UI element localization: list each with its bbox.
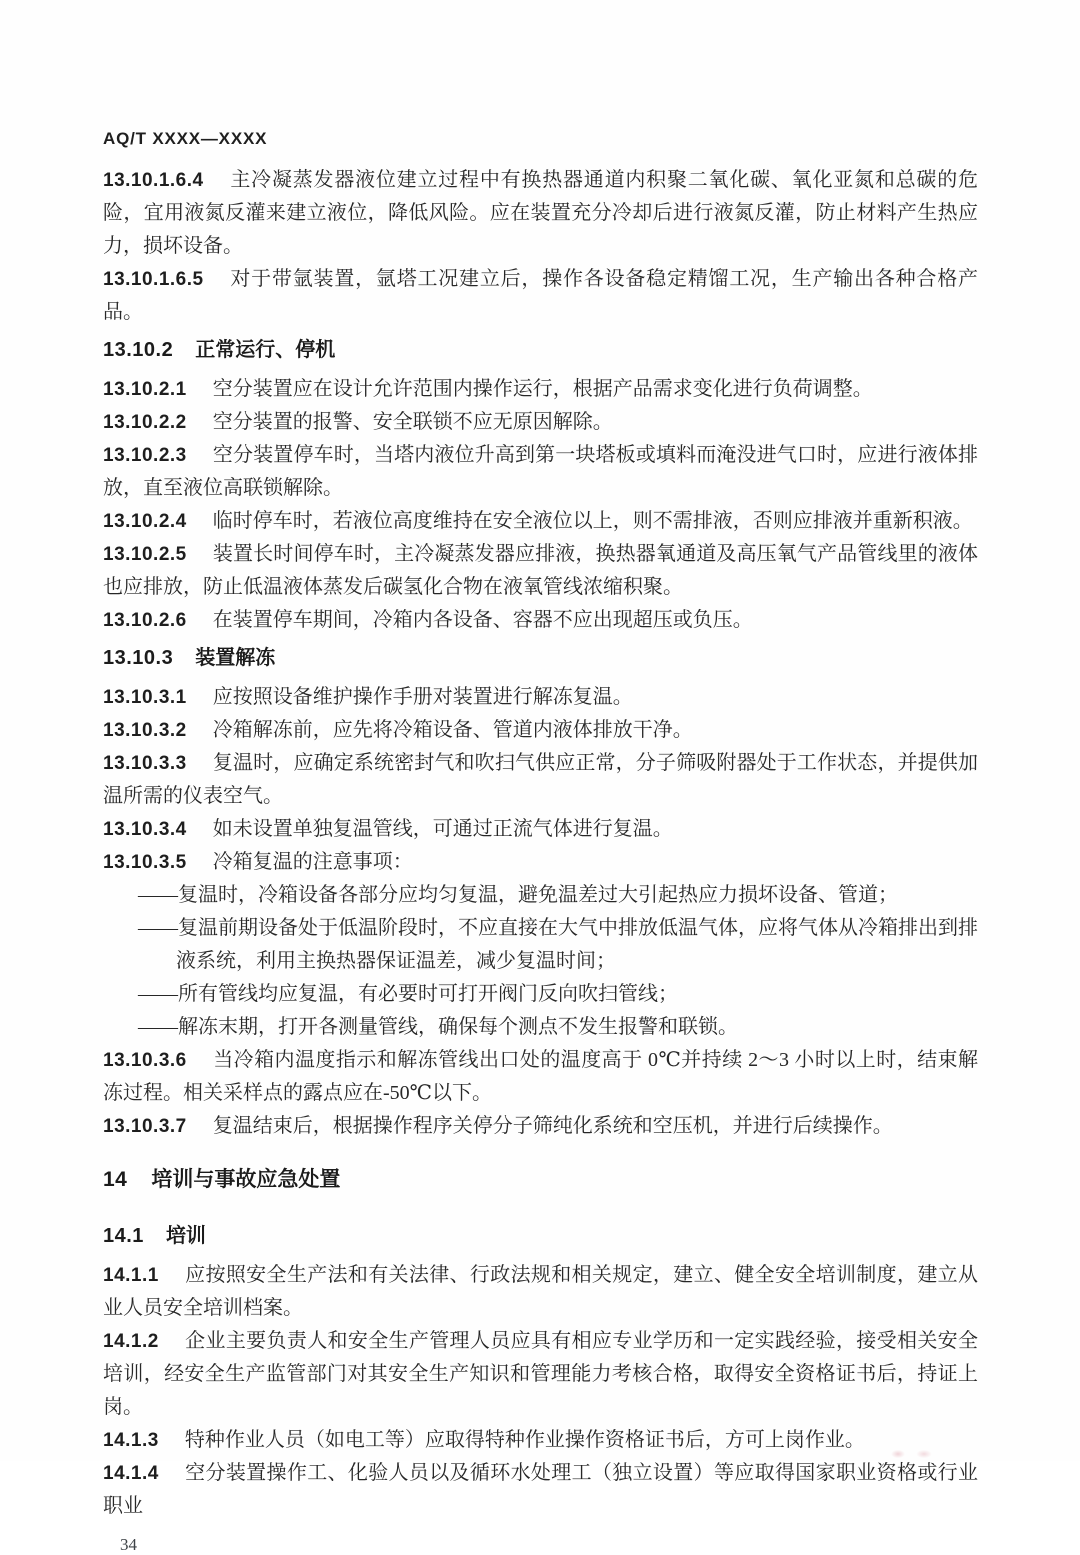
- clause-text: 应按照设备维护操作手册对装置进行解冻复温。: [212, 686, 633, 708]
- clause-number: 13.10.1.6.5: [103, 269, 204, 290]
- clause-number: 13.10.3.4: [103, 819, 187, 840]
- dash-list-item-3: ——所有管线均应复温，有必要时可打开阀门反向吹扫管线；: [138, 983, 678, 1005]
- clause-13-10-3-4: [103, 813, 978, 846]
- heading-title: 培训与事故应急处置: [151, 1168, 341, 1191]
- heading-number: 13.10.2: [103, 339, 174, 361]
- clause-13-10-3-3: [103, 747, 978, 813]
- clause-text: 复温结束后，根据操作程序关停分子筛纯化系统和空压机，并进行后续操作。: [212, 1115, 893, 1137]
- clause-text: 空分装置的报警、安全联锁不应无原因解除。: [212, 411, 613, 433]
- clause-number: 13.10.3.7: [103, 1116, 187, 1137]
- page-number: 34: [120, 1535, 137, 1554]
- heading-number: 14: [103, 1168, 128, 1191]
- clause-13-10-3-7: [103, 1110, 978, 1143]
- clause-14-1-2: [103, 1325, 978, 1424]
- clause-13-10-1-6-4: [103, 164, 978, 263]
- clause-number: 13.10.2.5: [103, 544, 187, 565]
- clause-13-10-3-1: [103, 681, 978, 714]
- clause-text: 空分装置停车时，当塔内液位升高到第一块塔板或填料而淹没进气口时，应进行液体排放，直至液位高联锁解除。: [103, 444, 978, 499]
- clause-text: 特种作业人员（如电工等）应取得特种作业操作资格证书后，方可上岗作业。: [184, 1429, 865, 1451]
- clause-13-10-2-2: [103, 406, 978, 439]
- clause-number: 13.10.2.6: [103, 610, 187, 631]
- document-header: AQ/T XXXX—XXXX: [103, 129, 268, 148]
- clause-text: 装置长时间停车时，主冷凝蒸发器应排液，换热器氧通道及高压氧气产品管线里的液体也应排放，防止低温液体蒸发后碳氢化合物在液氧管线浓缩积聚。: [103, 543, 978, 598]
- clause-text: 临时停车时，若液位高度维持在安全液位以上，则不需排液，否则应排液并重新积液。: [212, 510, 973, 532]
- clause-14-1-3: [103, 1424, 978, 1457]
- clause-number: 13.10.1.6.4: [103, 170, 204, 191]
- heading-title: 装置解冻: [195, 647, 276, 669]
- clause-number: 13.10.3.6: [103, 1050, 187, 1071]
- clause-number: 13.10.2.4: [103, 511, 187, 532]
- heading-number: 13.10.3: [103, 647, 174, 669]
- clause-13-10-3-2: [103, 714, 978, 747]
- clause-13-10-3-5: [103, 846, 978, 879]
- clause-13-10-3-6: [103, 1044, 978, 1110]
- clause-number: 13.10.2.1: [103, 379, 187, 400]
- clause-text: 对于带氩装置，氩塔工况建立后，操作各设备稳定精馏工况，生产输出各种合格产品。: [103, 268, 978, 323]
- clause-number: 14.1.3: [103, 1430, 159, 1451]
- clause-text: 空分装置应在设计允许范围内操作运行，根据产品需求变化进行负荷调整。: [212, 378, 873, 400]
- scan-artifact-smudge: [886, 1446, 938, 1460]
- dash-list-item-2: ——复温前期设备处于低温阶段时，不应直接在大气中排放低温气体，应将气体从冷箱排出到排液系统，利用主换热器保证温差，减少复温时间；: [138, 917, 978, 972]
- section-heading-13-10-2: [103, 334, 978, 367]
- heading-title: 培训: [165, 1225, 206, 1247]
- section-heading-14-1: [103, 1220, 978, 1253]
- clause-number: 14.1.4: [103, 1463, 159, 1484]
- clause-text: 企业主要负责人和安全生产管理人员应具有相应专业学历和一定实践经验，接受相关安全培训，经安全生产监管部门对其安全生产知识和管理能力考核合格，取得安全资格证书后，持证上岗。: [103, 1330, 978, 1418]
- clause-13-10-2-5: [103, 538, 978, 604]
- clause-number: 13.10.3.5: [103, 852, 187, 873]
- clause-number: 13.10.3.2: [103, 720, 187, 741]
- clause-number: 13.10.2.3: [103, 445, 187, 466]
- clause-text: 复温时，应确定系统密封气和吹扫气供应正常，分子筛吸附器处于工作状态，并提供加温所需的仪表空气。: [103, 752, 978, 807]
- heading-number: 14.1: [103, 1225, 144, 1247]
- clause-text: 冷箱复温的注意事项：: [212, 851, 413, 873]
- clause-number: 13.10.3.3: [103, 753, 187, 774]
- clause-text: 当冷箱内温度指示和解冻管线出口处的温度高于 0℃并持续 2～3 小时以上时，结束解冻过程。相关采样点的露点应在-50℃以下。: [103, 1049, 978, 1104]
- clause-text: 空分装置操作工、化验人员以及循环水处理工（独立设置）等应取得国家职业资格或行业职业: [103, 1462, 978, 1517]
- clause-number: 14.1.1: [103, 1265, 159, 1286]
- section-heading-13-10-3: [103, 642, 978, 675]
- chapter-heading-14: [103, 1163, 978, 1197]
- heading-title: 正常运行、停机: [195, 339, 336, 361]
- clause-text: 应按照安全生产法和有关法律、行政法规和相关规定，建立、健全安全培训制度，建立从业人员安全培训档案。: [103, 1264, 978, 1319]
- dash-list-item-1: ——复温时，冷箱设备各部分应均匀复温，避免温差过大引起热应力损坏设备、管道；: [138, 884, 898, 906]
- dash-list-item-4: ——解冻末期，打开各测量管线，确保每个测点不发生报警和联锁。: [138, 1016, 738, 1038]
- clause-13-10-2-6: [103, 604, 978, 637]
- clause-14-1-1: [103, 1259, 978, 1325]
- clause-13-10-2-3: [103, 439, 978, 505]
- clause-text: 如未设置单独复温管线，可通过正流气体进行复温。: [212, 818, 673, 840]
- clause-text: 在装置停车期间，冷箱内各设备、容器不应出现超压或负压。: [212, 609, 753, 631]
- clause-14-1-4: [103, 1457, 978, 1523]
- clause-13-10-2-1: [103, 373, 978, 406]
- clause-text: 主冷凝蒸发器液位建立过程中有换热器通道内积聚二氧化碳、氧化亚氮和总碳的危险，宜用液氮反灌来建立液位，降低风险。应在装置充分冷却后进行液氮反灌，防止材料产生热应力，损坏设备。: [103, 169, 978, 257]
- clause-13-10-2-4: [103, 505, 978, 538]
- clause-number: 13.10.3.1: [103, 687, 187, 708]
- clause-text: 冷箱解冻前，应先将冷箱设备、管道内液体排放干净。: [212, 719, 693, 741]
- clause-13-10-1-6-5: [103, 263, 978, 329]
- clause-number: 13.10.2.2: [103, 412, 187, 433]
- clause-number: 14.1.2: [103, 1331, 159, 1352]
